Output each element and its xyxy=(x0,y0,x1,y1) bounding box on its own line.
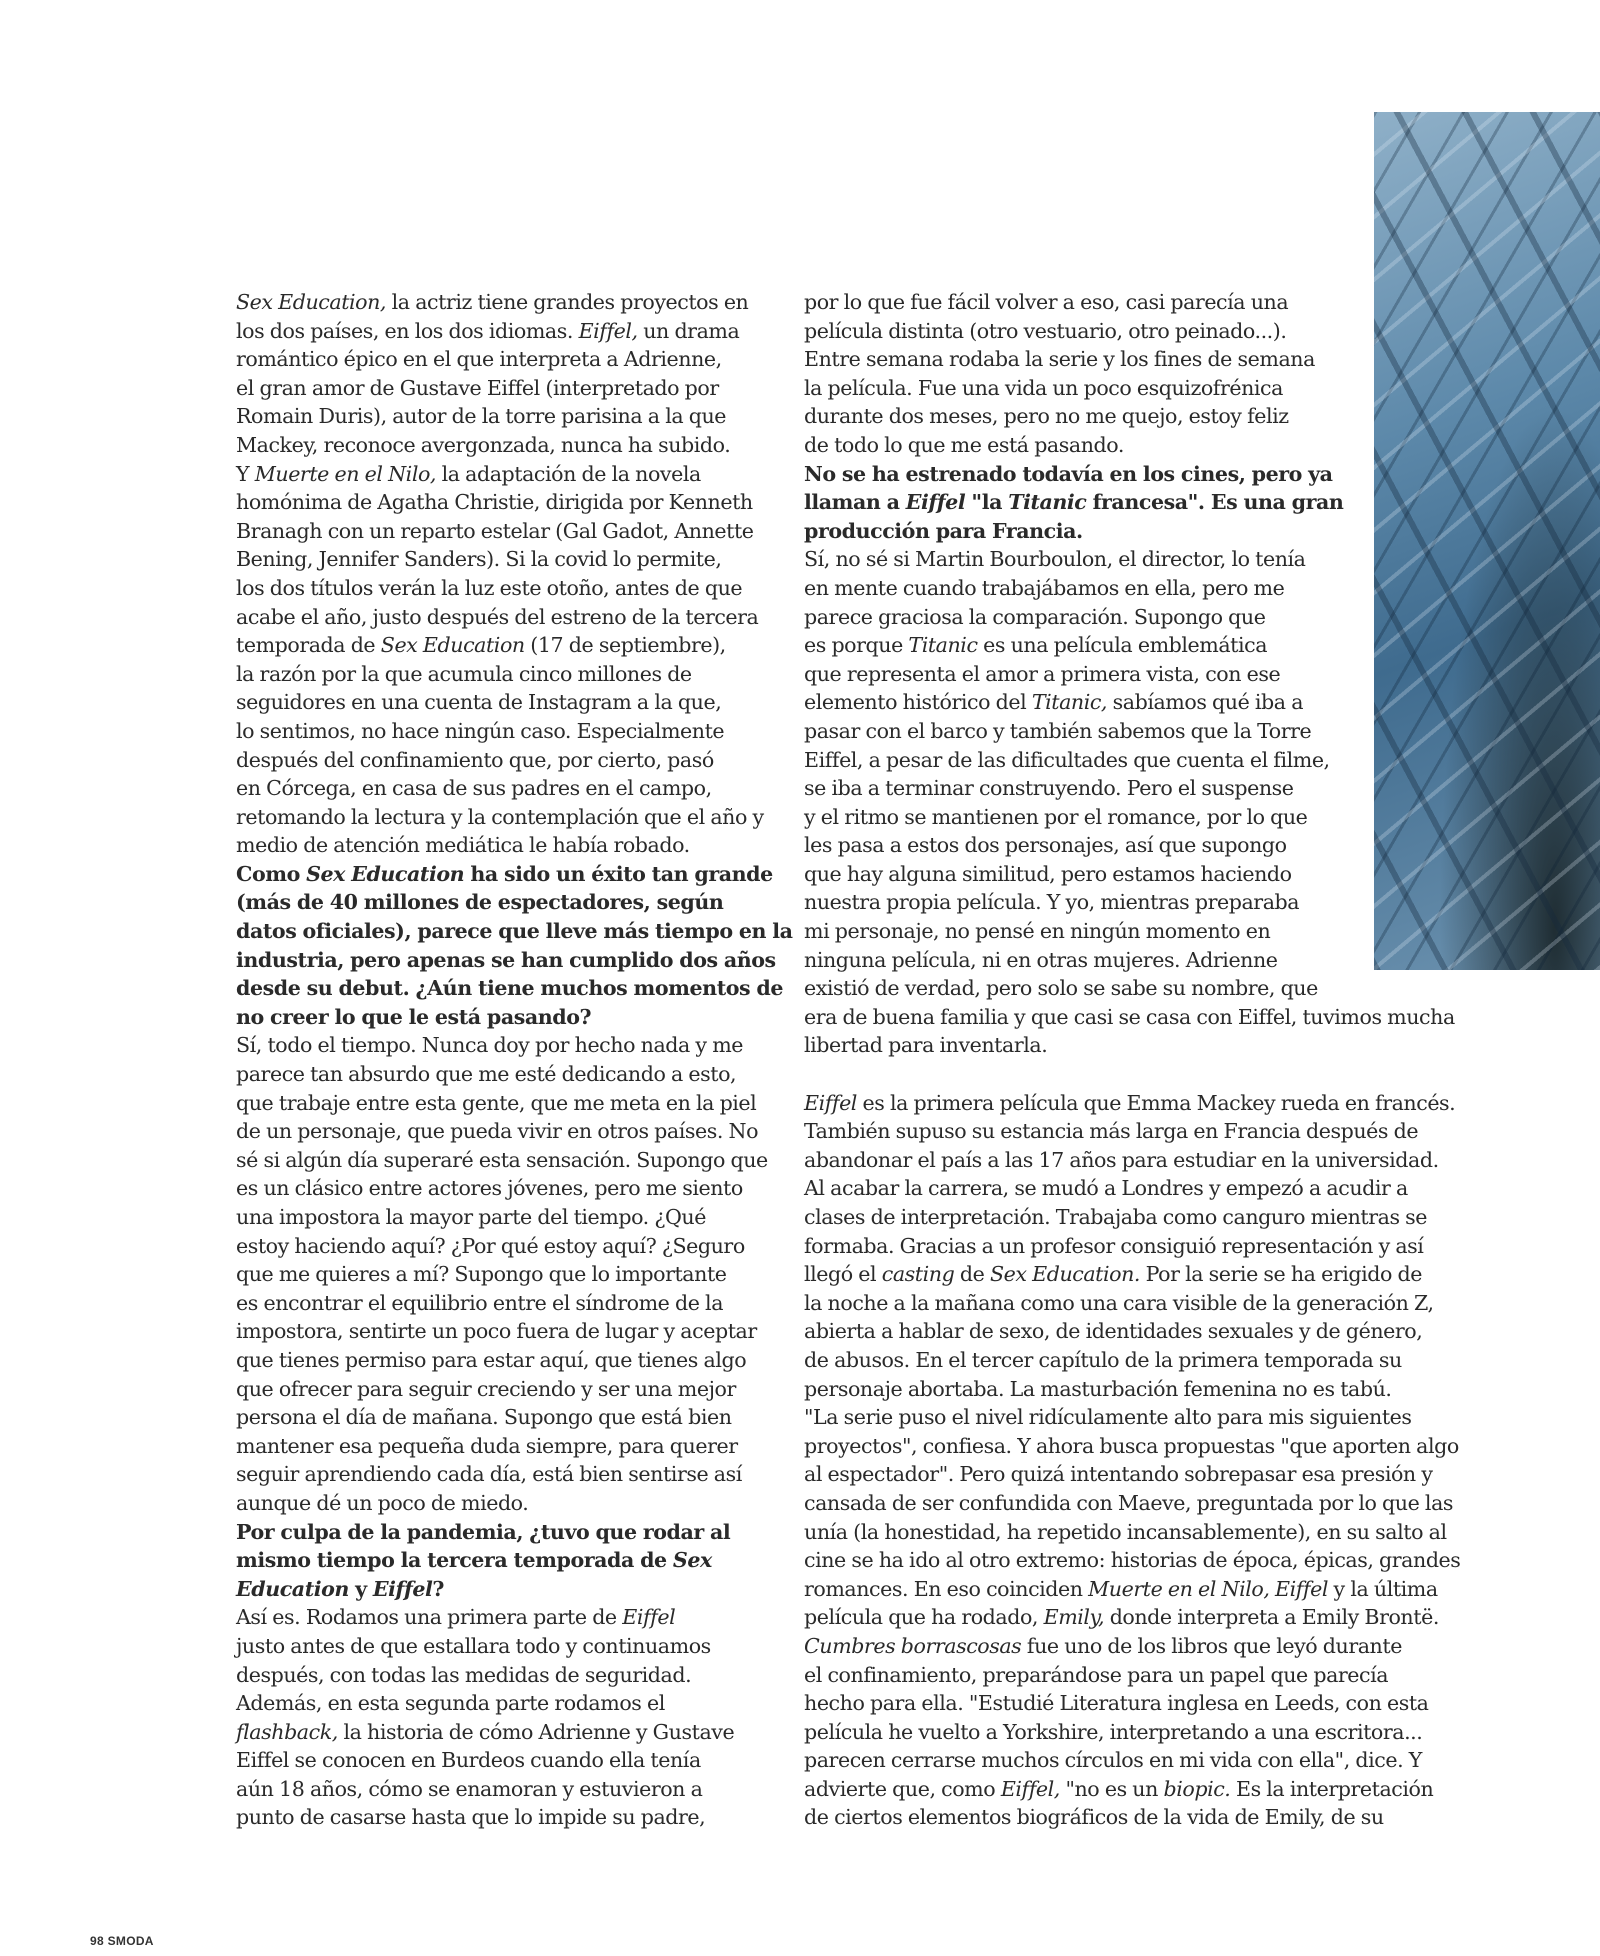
text-run: les pasa a estos dos personajes, así que supongo xyxy=(804,833,1287,858)
text-run: por lo que fue fácil volver a eso, casi parecía una xyxy=(804,290,1289,314)
text-line xyxy=(236,688,776,717)
text-line xyxy=(236,517,776,546)
text-line xyxy=(804,888,1484,917)
text-line xyxy=(804,1803,1484,1832)
text-run: romances. En eso coinciden xyxy=(804,1576,1089,1601)
text-run: era de buena familia y que casi se casa con Eiffel, tuvimos mucha xyxy=(804,1004,1455,1029)
text-run: pasar con el barco y también sabemos que la Torre xyxy=(804,718,1312,743)
text-line xyxy=(804,1260,1484,1289)
text-line xyxy=(236,545,776,574)
text-line xyxy=(236,488,776,517)
text-run: romántico épico en el que interpreta a Adrienne, xyxy=(236,347,722,372)
text-run: fue uno de los libros que leyó durante xyxy=(1021,1633,1402,1658)
text-run: película distinta (otro vestuario, otro peinado...). xyxy=(804,318,1287,343)
text-run: Education xyxy=(236,1576,349,1601)
text-line xyxy=(804,831,1484,860)
text-line xyxy=(236,460,776,489)
text-line xyxy=(804,803,1484,832)
text-line xyxy=(804,974,1484,1003)
text-run: desde su debut. ¿Aún tiene muchos momentos de xyxy=(236,976,784,1001)
text-run: Por culpa de la pandemia, ¿tuvo que rodar al xyxy=(236,1519,731,1544)
text-line xyxy=(236,717,776,746)
text-line xyxy=(804,631,1484,660)
text-run: parece tan absurdo que me esté dedicando a esto, xyxy=(236,1062,737,1087)
text-run: mismo tiempo la tercera temporada de xyxy=(236,1548,673,1573)
text-run: Branagh con un reparto estelar (Gal Gadot, Annette xyxy=(236,518,754,543)
text-run: y xyxy=(348,1576,373,1601)
text-run: Y xyxy=(236,461,255,486)
text-line xyxy=(236,431,776,460)
text-run: Por la serie se ha erigido de xyxy=(1140,1262,1422,1287)
text-line xyxy=(804,1603,1484,1632)
text-line xyxy=(236,1031,776,1060)
text-run: de ciertos elementos biográficos de la vida de Emily, de su xyxy=(804,1805,1384,1830)
text-run: Muerte en el Nilo, Eiffel xyxy=(1088,1576,1328,1601)
text-line xyxy=(236,1489,776,1518)
text-run: llaman a xyxy=(804,490,906,515)
text-run: que tienes permiso para estar aquí, que tienes algo xyxy=(236,1347,747,1372)
text-run: Así es. Rodamos una primera parte de xyxy=(236,1605,623,1630)
text-run: al espectador". Pero quizá intentando sobrepasar esa presión y xyxy=(804,1462,1433,1487)
text-line xyxy=(804,1489,1484,1518)
text-run: Sex Education. xyxy=(989,1262,1141,1287)
text-run: Al acabar la carrera, se mudó a Londres y empezó a acudir a xyxy=(804,1176,1408,1201)
text-line xyxy=(804,688,1484,717)
text-run: aún 18 años, cómo se enamoran y estuvieron a xyxy=(236,1776,703,1801)
text-run: la razón por la que acumula cinco millones de xyxy=(236,661,692,686)
text-line xyxy=(236,1203,776,1232)
text-line xyxy=(804,1346,1484,1375)
text-line xyxy=(804,1718,1484,1747)
text-run: de abusos. En el tercer capítulo de la primera temporada su xyxy=(804,1347,1402,1372)
text-run: Eiffel, a pesar de las dificultades que cuenta el filme, xyxy=(804,747,1330,772)
text-line xyxy=(804,717,1484,746)
text-line xyxy=(804,1317,1484,1346)
text-run: seguir aprendiendo cada día, está bien sentirse así xyxy=(236,1462,742,1487)
text-run: flashback, xyxy=(236,1719,338,1744)
text-line xyxy=(804,1146,1484,1175)
text-run: "no es un xyxy=(1059,1776,1164,1801)
text-run: que representa el amor a primera vista, con ese xyxy=(804,661,1281,686)
text-line xyxy=(236,974,784,1003)
page-folio xyxy=(90,1934,154,1948)
text-line xyxy=(236,917,793,946)
text-run: película que ha rodado, xyxy=(804,1605,1044,1630)
text-run: Eiffel xyxy=(622,1605,676,1630)
text-run: formaba. Gracias a un profesor consiguió representación y así xyxy=(804,1233,1424,1258)
text-run: No se ha estrenado todavía en los cines, pero ya xyxy=(804,461,1333,486)
text-line xyxy=(804,1746,1484,1775)
text-line xyxy=(236,374,776,403)
text-run: industria, pero apenas se han cumplido dos años xyxy=(236,947,776,972)
text-line xyxy=(236,1689,776,1718)
text-run: película he vuelto a Yorkshire, interpretando a una escritora... xyxy=(804,1719,1423,1744)
text-line xyxy=(236,603,776,632)
text-run: Entre semana rodaba la serie y los fines de semana xyxy=(804,347,1315,372)
text-line xyxy=(804,746,1484,775)
text-run: producción para Francia. xyxy=(804,518,1083,543)
text-line xyxy=(804,946,1484,975)
text-run: es encontrar el equilibrio entre el síndrome de la xyxy=(236,1290,724,1315)
text-line xyxy=(236,574,776,603)
text-line xyxy=(236,1632,776,1661)
text-run: Eiffel, xyxy=(1000,1776,1060,1801)
text-run: hecho para ella. "Estudié Literatura inglesa en Leeds, con esta xyxy=(804,1691,1429,1716)
text-run: Romain Duris), autor de la torre parisina a la que xyxy=(236,404,727,429)
text-run: francesa". Es una gran xyxy=(1086,490,1344,515)
text-line xyxy=(804,603,1484,632)
text-run: en Córcega, en casa de sus padres en el campo, xyxy=(236,776,712,801)
magazine-name: SMODA xyxy=(107,1934,154,1948)
text-run: "la xyxy=(965,490,1009,515)
text-line xyxy=(804,660,1484,689)
text-line xyxy=(236,1518,776,1547)
text-line xyxy=(804,1775,1484,1804)
text-line xyxy=(804,774,1484,803)
text-line xyxy=(804,1432,1484,1461)
text-run: "La serie puso el nivel ridículamente alto para mis siguientes xyxy=(804,1405,1412,1430)
text-run: unía (la honestidad, ha repetido incansablemente), en su salto al xyxy=(804,1519,1447,1544)
text-line xyxy=(804,1031,1484,1060)
text-run: que hay alguna similitud, pero estamos haciendo xyxy=(804,861,1292,886)
text-run: Mackey, reconoce avergonzada, nunca ha subido. xyxy=(236,432,731,457)
text-line xyxy=(236,746,776,775)
text-run: Bening, Jennifer Sanders). Si la covid lo permite, xyxy=(236,547,722,572)
text-run: un drama xyxy=(637,318,740,343)
text-line xyxy=(236,1746,776,1775)
text-line xyxy=(804,860,1484,889)
text-line xyxy=(804,1632,1484,1661)
text-line xyxy=(236,946,776,975)
text-run: que trabaje entre esta gente, que me meta en la piel xyxy=(236,1090,757,1115)
text-run: en mente cuando trabajábamos en ella, pero me xyxy=(804,575,1285,600)
left-column xyxy=(236,288,793,1832)
text-run: (más de 40 millones de espectadores, según xyxy=(236,890,724,915)
text-line xyxy=(804,1117,1484,1146)
text-run: existió de verdad, pero solo se sabe su nombre, que xyxy=(804,976,1318,1001)
text-run: parecen cerrarse muchos círculos en mi vida con ella", dice. Y xyxy=(804,1748,1422,1773)
text-line xyxy=(236,631,776,660)
text-line xyxy=(236,317,776,346)
text-run: personaje abortaba. La masturbación femenina no es tabú. xyxy=(804,1376,1392,1401)
text-run: la noche a la mañana como una cara visible de la generación Z, xyxy=(804,1290,1434,1315)
text-run: Además, en esta segunda parte rodamos el xyxy=(236,1691,665,1716)
text-run: se iba a terminar construyendo. Pero el suspense xyxy=(804,776,1294,801)
text-line xyxy=(236,1146,776,1175)
page-number: 98 xyxy=(90,1934,104,1948)
text-run: el gran amor de Gustave Eiffel (interpretado por xyxy=(236,375,719,400)
text-run: durante dos meses, pero no me quejo, estoy feliz xyxy=(804,404,1289,429)
text-run: Como xyxy=(236,861,307,886)
text-line xyxy=(236,1546,776,1575)
text-run: seguidores en una cuenta de Instagram a la que, xyxy=(236,690,722,715)
text-line xyxy=(804,1060,1484,1089)
text-line xyxy=(804,317,1484,346)
text-run: biopic. xyxy=(1163,1776,1231,1801)
text-run: nuestra propia película. Y yo, mientras preparaba xyxy=(804,890,1300,915)
text-run: ha sido un éxito tan grande xyxy=(464,861,773,886)
text-line xyxy=(804,1575,1484,1604)
text-run: la película. Fue una vida un poco esquizofrénica xyxy=(804,375,1283,400)
text-line xyxy=(236,1117,776,1146)
text-line xyxy=(804,431,1484,460)
text-run: proyectos", confiesa. Y ahora busca propuestas "que aporten algo xyxy=(804,1433,1459,1458)
text-run: es una película emblemática xyxy=(977,633,1268,658)
text-run: abandonar el país a las 17 años para estudiar en la universidad. xyxy=(804,1147,1439,1172)
text-run: mantener esa pequeña duda siempre, para querer xyxy=(236,1433,738,1458)
text-line xyxy=(804,1546,1484,1575)
text-run: Cumbres borrascosas xyxy=(804,1633,1022,1658)
text-line xyxy=(236,1003,776,1032)
text-run: Sí, todo el tiempo. Nunca doy por hecho nada y me xyxy=(236,1033,744,1058)
text-run: ninguna película, ni en otras mujeres. Adrienne xyxy=(804,947,1278,972)
text-run: los dos países, en los dos idiomas. xyxy=(236,318,579,343)
text-line xyxy=(236,402,776,431)
text-run: Eiffel, xyxy=(578,318,638,343)
text-line xyxy=(236,831,776,860)
text-run: Sí, no sé si Martin Bourboulon, el director, lo tenía xyxy=(804,547,1306,572)
text-run: llegó el xyxy=(804,1262,882,1287)
text-run: de todo lo que me está pasando. xyxy=(804,432,1124,457)
text-run: de xyxy=(954,1262,990,1287)
text-line xyxy=(804,460,1484,489)
text-line xyxy=(236,774,776,803)
text-line xyxy=(236,660,776,689)
text-line xyxy=(804,374,1484,403)
text-line xyxy=(804,1375,1484,1404)
text-line xyxy=(804,402,1484,431)
text-line xyxy=(804,545,1484,574)
text-line xyxy=(236,1575,776,1604)
text-run: Es la interpretación xyxy=(1230,1776,1434,1801)
text-line xyxy=(804,1089,1484,1118)
text-line xyxy=(236,1346,776,1375)
text-line xyxy=(236,1775,776,1804)
text-run: casting xyxy=(881,1262,955,1287)
text-line xyxy=(236,1232,776,1261)
right-column xyxy=(804,288,1484,1832)
text-line xyxy=(804,345,1484,374)
text-run: persona el día de mañana. Supongo que está bien xyxy=(236,1405,732,1430)
text-run: abierta a hablar de sexo, de identidades sexuales y de género, xyxy=(804,1319,1423,1344)
text-line xyxy=(236,1432,776,1461)
text-line xyxy=(804,1518,1484,1547)
text-line xyxy=(236,1460,776,1489)
text-line xyxy=(236,1317,776,1346)
text-run: justo antes de que estallara todo y continuamos xyxy=(236,1633,711,1658)
text-line xyxy=(236,888,776,917)
text-line xyxy=(804,1003,1484,1032)
text-run: sabíamos qué iba a xyxy=(1107,690,1304,715)
text-run: el confinamiento, preparándose para un papel que parecía xyxy=(804,1662,1389,1687)
text-run: mi personaje, no pensé en ningún momento en xyxy=(804,919,1271,944)
text-run: los dos títulos verán la luz este otoño, antes de que xyxy=(236,575,743,600)
text-line xyxy=(236,345,776,374)
text-line xyxy=(236,1403,776,1432)
text-run: Muerte en el Nilo, xyxy=(254,461,436,486)
text-run: retomando la lectura y la contemplación que el año y xyxy=(236,804,764,829)
text-line xyxy=(804,1689,1484,1718)
text-line xyxy=(236,1060,776,1089)
text-run: Eiffel xyxy=(804,1090,857,1115)
text-line xyxy=(804,1403,1484,1432)
text-line xyxy=(804,574,1484,603)
text-line xyxy=(236,1718,776,1747)
text-run: temporada de xyxy=(236,633,381,658)
text-run: impostora, sentirte un poco fuera de lugar y aceptar xyxy=(236,1319,757,1344)
text-run: homónima de Agatha Christie, dirigida por Kenneth xyxy=(236,490,753,515)
text-line xyxy=(236,1803,776,1832)
text-line xyxy=(804,1174,1484,1203)
text-run: Eiffel xyxy=(905,490,966,515)
text-run: es porque xyxy=(804,633,909,658)
text-run: y el ritmo se mantienen por el romance, por lo que xyxy=(804,804,1308,829)
text-run: ? xyxy=(432,1576,445,1601)
text-line xyxy=(236,288,776,317)
text-run: Titanic xyxy=(908,633,978,658)
text-line xyxy=(804,917,1484,946)
text-line xyxy=(236,1289,776,1318)
text-run: después, con todas las medidas de seguridad. xyxy=(236,1662,692,1687)
text-run: y la última xyxy=(1327,1576,1438,1601)
text-line xyxy=(804,288,1484,317)
text-run: que ofrecer para seguir creciendo y ser una mejor xyxy=(236,1376,736,1401)
text-run: elemento histórico del xyxy=(804,690,1032,715)
text-run: no creer lo que le está pasando? xyxy=(236,1004,592,1029)
text-run: estoy haciendo aquí? ¿Por qué estoy aquí? ¿Seguro xyxy=(236,1233,745,1258)
text-run: lo sentimos, no hace ningún caso. Especialmente xyxy=(236,718,725,743)
text-line xyxy=(236,1260,776,1289)
text-run: Sex Education, xyxy=(236,290,387,314)
text-run: clases de interpretación. Trabajaba como canguro mientras se xyxy=(804,1205,1428,1229)
text-line xyxy=(236,1089,776,1118)
text-line xyxy=(804,1460,1484,1489)
text-run: punto de casarse hasta que lo impide su padre, xyxy=(236,1805,706,1830)
text-run: (17 de septiembre), xyxy=(524,633,726,658)
text-line xyxy=(804,1661,1484,1690)
text-run: la adaptación de la novela xyxy=(436,461,701,486)
text-run: Sex Education xyxy=(380,633,525,658)
text-run: de un personaje, que pueda vivir en otros países. No xyxy=(236,1119,759,1144)
text-run: advierte que, como xyxy=(804,1776,1001,1801)
text-line xyxy=(236,1174,776,1203)
text-run: Eiffel se conocen en Burdeos cuando ella tenía xyxy=(236,1748,701,1773)
text-line xyxy=(804,1203,1484,1232)
text-run: parece graciosa la comparación. Supongo que xyxy=(804,604,1266,629)
text-run: Emily, xyxy=(1043,1605,1105,1630)
text-run: es un clásico entre actores jóvenes, pero me siento xyxy=(236,1176,743,1201)
text-run: después del confinamiento que, por cierto, pasó xyxy=(236,747,714,772)
text-run: es la primera película que Emma Mackey rueda en francés. xyxy=(856,1090,1456,1115)
text-line xyxy=(236,803,776,832)
text-run: cansada de ser confundida con Maeve, preguntada por lo que las xyxy=(804,1490,1454,1515)
text-run: acabe el año, justo después del estreno de la tercera xyxy=(236,604,759,629)
text-run: la actriz tiene grandes proyectos en xyxy=(386,290,749,314)
text-run: datos oficiales), parece que lleve más tiempo en la xyxy=(236,919,793,944)
text-line xyxy=(804,488,1484,517)
text-run: una impostora la mayor parte del tiempo. ¿Qué xyxy=(236,1205,706,1229)
text-run: donde interpreta a Emily Brontë. xyxy=(1104,1605,1439,1630)
text-run: que me quieres a mí? Supongo que lo importante xyxy=(236,1262,727,1287)
text-run: la historia de cómo Adrienne y Gustave xyxy=(337,1719,735,1744)
text-run: sé si algún día superaré esta sensación. Supongo que xyxy=(236,1147,768,1172)
text-run: aunque dé un poco de miedo. xyxy=(236,1490,529,1515)
text-run: Sex xyxy=(672,1548,712,1573)
text-run: Titanic, xyxy=(1031,690,1108,715)
text-run: Sex Education xyxy=(306,861,465,886)
text-line xyxy=(236,860,776,889)
text-run: libertad para inventarla. xyxy=(804,1033,1048,1058)
text-run: También supuso su estancia más larga en Francia después de xyxy=(804,1119,1419,1144)
text-line xyxy=(236,1661,776,1690)
text-run: Titanic xyxy=(1008,490,1087,515)
text-line xyxy=(236,1603,776,1632)
text-line xyxy=(804,1289,1484,1318)
text-run: medio de atención mediática le había robado. xyxy=(236,833,690,858)
text-line xyxy=(236,1375,776,1404)
text-run: Eiffel xyxy=(372,1576,433,1601)
text-line xyxy=(804,1232,1484,1261)
text-line xyxy=(804,517,1484,546)
text-run: cine se ha ido al otro extremo: historias de época, épicas, grandes xyxy=(804,1548,1461,1573)
